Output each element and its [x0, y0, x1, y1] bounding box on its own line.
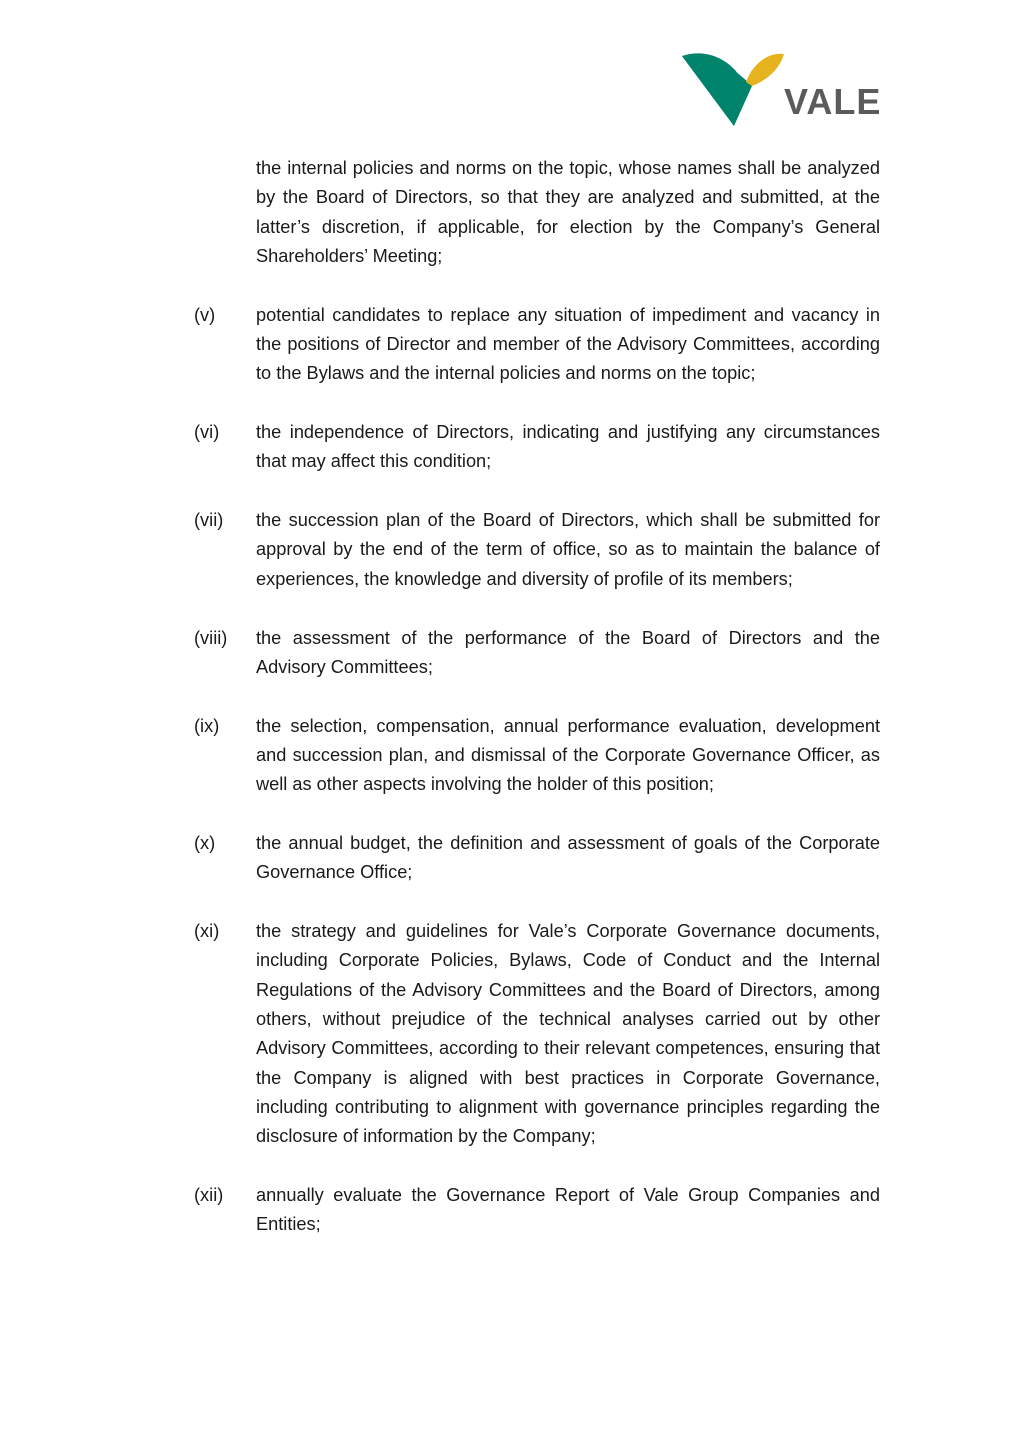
- list-item: [194, 1181, 880, 1240]
- item-text: the succession plan of the Board of Directors, which shall be submitted for approval by the end of the term of office, so as to maintain the balance of experiences, the knowledge and diversity of profile of its members;: [256, 510, 880, 589]
- item-text: the assessment of the performance of the Board of Directors and the Advisory Committees;: [256, 627, 880, 677]
- item-text: the annual budget, the definition and assessment of goals of the Corporate Governance Office;: [256, 833, 880, 883]
- item-number: (viii): [194, 627, 228, 648]
- list-item: [194, 418, 880, 477]
- logo-wordmark: VALE: [784, 81, 882, 122]
- item-text: the strategy and guidelines for Vale’s Corporate Governance documents, including Corporate Policies, Bylaws, Code of Conduct and the Internal Regulations of the Advisory Committees and the Board of Directors, among others, without prejudice of the technical analyses carried out by other Advisory Committees, according to their relevant competences, ensuring that the Company is aligned with best practices in Corporate Governance, including contributing to alignment with governance principles regarding the disclosure of information by the Company;: [256, 921, 880, 1147]
- list-item: [194, 712, 880, 800]
- document-body: [194, 154, 880, 1240]
- logo-yellow-leaf: [746, 54, 784, 86]
- item-number: (xii): [194, 1185, 224, 1206]
- list-item: [194, 301, 880, 389]
- item-text: potential candidates to replace any situation of impediment and vacancy in the positions of Director and member of the Advisory Committees, according to the Bylaws and the internal policies and norms on the topic;: [256, 304, 880, 384]
- list-item: [194, 917, 880, 1151]
- vale-logo-mark: [680, 48, 885, 130]
- item-number: (vi): [194, 422, 220, 443]
- list-item: [194, 506, 880, 594]
- list-item: [194, 624, 880, 683]
- item-text: annually evaluate the Governance Report of Vale Group Companies and Entities;: [256, 1185, 880, 1235]
- item-text: the independence of Directors, indicating and justifying any circumstances that may affect this condition;: [256, 422, 880, 472]
- item-text: the selection, compensation, annual performance evaluation, development and succession plan, and dismissal of the Corporate Governance Officer, as well as other aspects involving the holder of this position;: [256, 715, 880, 795]
- item-number: (xi): [194, 921, 220, 942]
- lead-paragraph: the internal policies and norms on the topic, whose names shall be analyzed by the Board of Directors, so that they are analyzed and submitted, at the latter’s discretion, if applicable, for election by the Company’s General Shareholders’ Meeting;: [256, 158, 880, 266]
- list-item: [194, 829, 880, 888]
- item-number: (x): [194, 833, 216, 854]
- item-number: (vii): [194, 510, 224, 531]
- item-number: (v): [194, 304, 216, 325]
- vale-logo: [680, 48, 885, 130]
- logo-green-v-body: [682, 56, 752, 126]
- item-number: (ix): [194, 715, 220, 736]
